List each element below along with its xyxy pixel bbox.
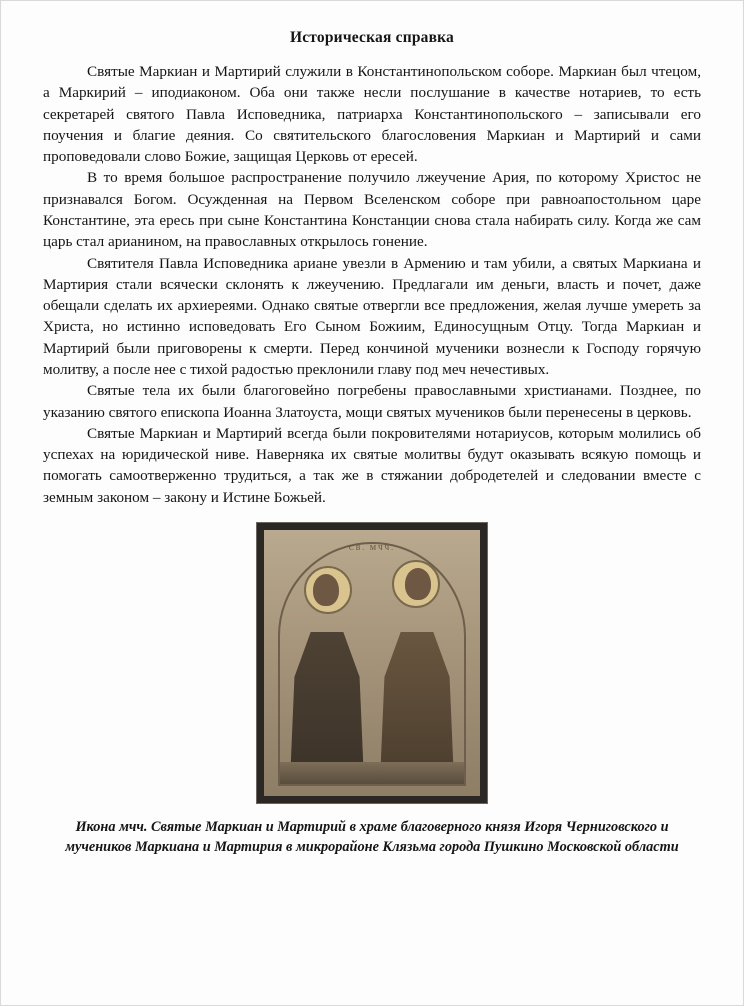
paragraph-5: Святые Маркиан и Мартирий всегда были покровителями нотариусов, которым молились об успехах на юридической ниве. Наверняка их святые молитвы будут оказывать всякую помощь и помогать самоотверженно трудиться, а так же в стяжании добродетелей и следовании вместе с земным законом – закону и Истине Божьей. [43,424,701,506]
figure-caption: Икона мчч. Святые Маркиан и Мартирий в храме благоверного князя Игоря Черниговского и мучеников Маркиана и Мартирия в микрорайоне Клязьма города Пушкино Московской области [65,818,679,855]
paragraph-1: Святые Маркиан и Мартирий служили в Константинопольском соборе. Маркиан был чтецом, а Маркирий – иподиаконом. Оба они также несли послушание в качестве нотариев, то есть секретарей святого Павла Исповедника, патриарха Константинопольского – записывали его поучения и благие деяния. Со святительского благословения Маркиан и Мартирий и сами проповедовали слово Божие, защищая Церковь от ересей. [43,63,701,166]
saint-right-head [405,568,431,600]
paragraph-4: Святые тела их были благоговейно погребены православными христианами. Позднее, по указанию святого епископа Иоанна Златоуста, мощи святых мучеников были перенесены в церковь. [43,382,701,421]
figure-block [43,522,701,804]
icon-panel [264,530,480,796]
document-body [43,61,701,508]
saint-left-head [313,574,339,606]
paragraph-3: Святителя Павла Исповедника ариане увезли в Армению и там убили, а святых Маркиана и Мартирия стали всячески склонять к лжеучению. Предлагали им деньги, власть и почет, даже обещали сделать их архиереями. Однако святые отвергли все предложения, желая лучше умереть за Христа, но истинно исповедовать Его Сыном Божиим, Единосущным Отцу. Тогда Маркиан и Мартирий были приговорены к смерти. Перед кончиной мученики вознесли к Господу горячую молитву, а после нее с тихой радостью преклонили главу под меч нечестивых. [43,254,701,378]
icon-floor-decor [280,762,464,784]
paragraph-2: В то время большое распространение получило лжеучение Ария, по которому Христос не признавался Богом. Осужденная на Первом Вселенском соборе при равноапостольном царе Константине, эта ересь при сыне Константина Констанции снова стала набирать силу. Когда же сам царь стал арианином, на православных открылось гонение. [43,169,701,251]
icon-image [256,522,488,804]
icon-inscription: СВ. МЧЧ. [349,543,395,552]
page-title: Историческая справка [289,29,455,46]
